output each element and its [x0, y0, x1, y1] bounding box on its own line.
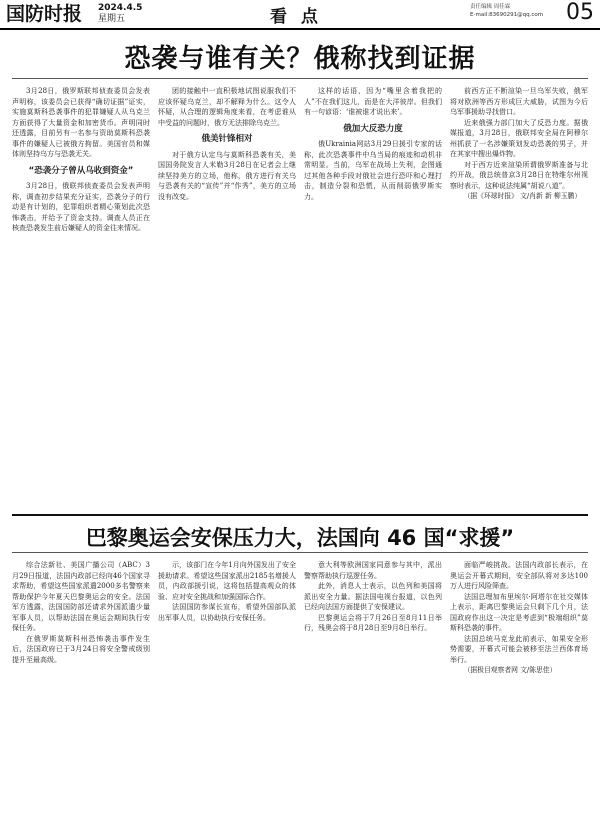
paragraph: 示，该部门在今年1月向外国发出了安全援助请求。希望这些国家派出2185名增援人员，内政部援引说，这将包括提高观众的体验、应对安全挑战和加强国际合作。	[158, 561, 296, 601]
masthead	[0, 0, 600, 30]
article1-column-4	[450, 86, 588, 506]
paragraph: 法国总理加布里埃尔·阿塔尔在社交媒体上表示，距离巴黎奥运会只剩下几个月，法国政府作出这一决定是考虑到“极端组织”莫斯科恐袭的事件。	[450, 592, 588, 632]
date-text: 2024.4.5	[98, 3, 143, 13]
paragraph: 前西方正不断渲染一旦乌军失败，俄军将对欧洲等西方形成巨大威胁，试图为今后乌军事援助寻找借口。	[450, 87, 588, 116]
paragraph: 此外，消息人士表示，以色列和美国将派出安全力量。据法国电视台报道，以色列已经向法国方面提供了安保建议。	[304, 582, 442, 611]
editor-email: E-mail:83690291@qq.com	[470, 12, 544, 18]
paragraph: 这样的话语，因为“嘴里含着我把的人”不在我们这儿，而是在大洋彼岸。但我们有一句谚语：‘谁被谁才说出来’。	[304, 87, 442, 116]
article2-byline: （据极目观察者网 文/陈思佳）	[463, 666, 557, 674]
article2-column-3	[304, 560, 442, 822]
paragraph: 巴黎奥运会将于7月26日至8月11日举行，残奥会将于8月28日至9月8日举行。	[304, 613, 442, 632]
article2-column-2	[158, 560, 296, 822]
article1-column-1	[12, 86, 150, 506]
editor-name: 责任编辑 周佳霖	[470, 4, 511, 10]
section-title: 看 点	[270, 7, 322, 27]
section-divider	[12, 514, 588, 516]
issue-date	[98, 3, 142, 25]
divider	[12, 552, 588, 553]
article2-body	[12, 560, 588, 822]
paragraph: 对于西方近来渲染所谓俄罗斯准备与北约开战，俄总统普京3月28日在特维尔州视察时表示，这种说法纯属“胡说八道”。	[450, 160, 588, 190]
article2-column-4	[450, 560, 588, 822]
subheading: 俄加大反恐力度	[343, 123, 403, 134]
newspaper-logo	[6, 2, 94, 24]
page-number: 05	[566, 0, 594, 25]
paragraph: 3月28日，俄罗斯联邦侦查委员会发表声明称，该委员会已获得“确切证据”证实，实施莫斯科恐袭事件的犯罪嫌疑人从乌克兰方面获得了大量资金和加密货币。声明同时还透露，目前另有一名参与资助莫斯科恐袭事件的嫌疑人已被俄方拘留。美国官员和媒体则坚持乌方与恐袭无关。	[12, 87, 150, 158]
subheading: 俄美针锋相对	[201, 134, 253, 144]
article1-column-3	[304, 86, 442, 506]
weekday-text: 星期五	[98, 14, 126, 24]
paragraph: 法国国防参谋长宣布，希望外国部队派出军事人员，以协助执行安保任务。	[158, 603, 296, 622]
paragraph: 面临严峻挑战。法国内政部长表示，在奥运会开幕式期间，安全部队将对多达100万人进行风险筛查。	[450, 561, 588, 590]
paragraph: 在俄罗斯莫斯科州恐怖袭击事件发生后，法国政府已于3月24日将安全警戒级别提升至最高级。	[12, 634, 150, 664]
paragraph: 俄Ukrainia网站3月29日援引专家的话称，此次恐袭事件中乌当局的痕迹和动机非常明显。当前，乌军在战场上失利，企图通过其他各种手段对俄社会进行恐吓和心理打击，制造分裂和恐慌，从而削弱俄罗斯实力。	[304, 140, 442, 201]
article1-body	[12, 86, 588, 506]
svg-text:国防时报: 国防时报	[6, 3, 83, 24]
subheading: “恐袭分子曾从乌收到资金”	[28, 165, 134, 176]
paragraph: 3月28日，俄联邦侦查委员会发表声明称，调查初步结果充分证实，恐袭分子的行动是有计划的，犯罪组织者精心策划此次恐怖袭击，并给予了资金支持。调查人员正在核查恐袭发生前后嫌疑人的资金往来情况。	[12, 182, 150, 232]
paragraph: 团的接触中一直积极地试图说服我们不应该怀疑乌克兰，却不解释为什么。这令人怀疑，从合理的逻辑角度来看，在考虑谁从中受益的问题时，俄方无法排除乌克兰。	[158, 87, 296, 127]
editor-info	[470, 3, 543, 19]
article2-headline: 巴黎奥运会安保压力大，法国向 46 国“求援”	[85, 526, 515, 550]
article1-headline: 恐袭与谁有关？俄称找到证据	[124, 44, 476, 74]
paragraph: 法国总统马克龙此前表示，如果安全形势需要，开幕式可能会被移至法兰西体育场举行。	[450, 634, 588, 664]
paragraph: 意大利等欧洲国家同意参与其中，派出警察帮助执行巡逻任务。	[304, 561, 442, 580]
divider	[12, 78, 588, 79]
paragraph: 综合法新社、美国广播公司（ABC）3月29日报道，法国内政部已经向46个国家寻求帮助，希望这些国家派遣2000多名警察来帮助保护今年夏天巴黎奥运会的安全。法国军方透露，法国国防部还请求外国派遣少量军事人员，以帮助法国在奥运会期间执行安保任务。	[12, 561, 150, 632]
article1-column-2	[158, 86, 296, 506]
article2-column-1	[12, 560, 150, 822]
article1-byline: （据《环球时报》 文/肖新 新 柳玉鹏）	[463, 192, 582, 200]
paragraph: 对于俄方认定乌与莫斯科恐袭有关，美国国务院发言人米勒3月28日在记者会上继续坚持美方的立场，他称，俄方进行有关乌与恐袭有关的“宣传”并“作秀”，美方的立场没有改变。	[158, 150, 296, 201]
paragraph: 近来俄强力部门加大了反恐力度。据俄媒报道，3月28日，俄联邦安全局在阿穆尔州抓获了一名涉嫌策划发动恐袭的男子，并在其家中搜出爆炸物。	[450, 118, 588, 158]
